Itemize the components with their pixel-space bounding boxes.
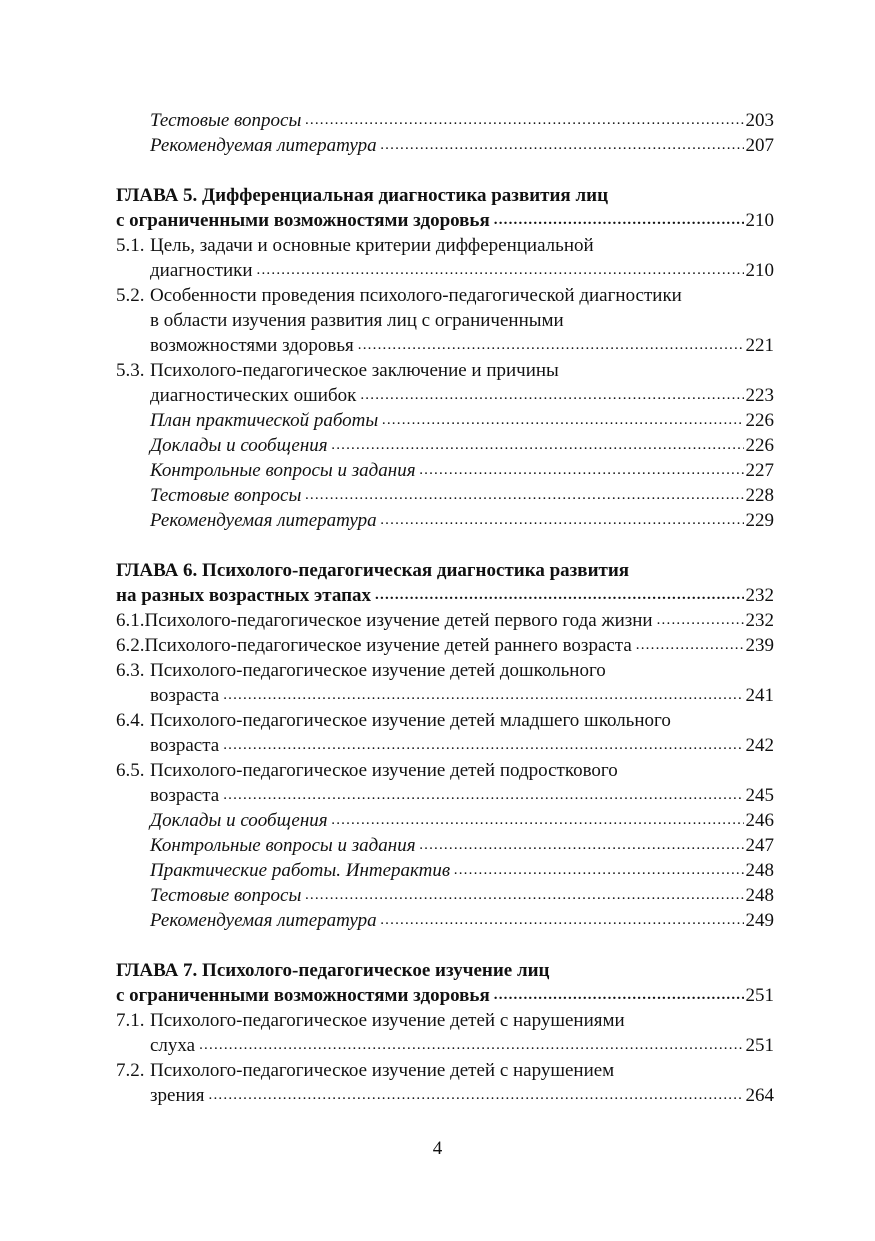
toc-entry <box>116 333 774 358</box>
toc-entry <box>116 483 774 508</box>
toc-entry <box>116 1033 774 1058</box>
toc-entry <box>116 733 774 758</box>
toc-entry-page: 226 <box>745 435 774 456</box>
toc-entry <box>116 458 774 483</box>
toc-entry-page: 249 <box>745 910 774 931</box>
toc-entry <box>116 808 774 833</box>
toc-entry-title: в области изучения развития лиц с ограниченными <box>150 310 564 331</box>
toc-entry-title: Психолого-педагогическое заключение и причины <box>150 360 559 381</box>
toc-entry-title: диагностики <box>150 260 253 281</box>
section-number: 6.1. <box>116 610 145 631</box>
toc-entry-title: Психолого-педагогическое изучение детей младшего школьного <box>150 710 671 731</box>
toc-leader-dots <box>332 808 744 833</box>
toc-entry-title: на разных возрастных этапах <box>116 585 372 606</box>
toc-leader-dots <box>381 508 744 533</box>
toc-leader-dots <box>257 258 744 283</box>
section-number: 6.5. <box>116 760 145 781</box>
section-entry <box>116 1008 774 1033</box>
toc-entry-title: с ограниченными возможностями здоровья <box>116 985 490 1006</box>
toc-entry-title: Психолого-педагогическое изучение детей первого года жизни <box>144 610 653 631</box>
toc-entry-page: 242 <box>745 735 774 756</box>
table-of-contents <box>116 108 774 1108</box>
toc-leader-dots <box>657 608 744 633</box>
toc-leader-dots <box>375 583 743 608</box>
toc-entry-page: 232 <box>745 610 774 631</box>
toc-entry-page: 245 <box>745 785 774 806</box>
section-entry <box>116 1058 774 1083</box>
toc-entry-page: 229 <box>745 510 774 531</box>
toc-entry-page: 241 <box>745 685 774 706</box>
toc-entry <box>116 833 774 858</box>
toc-entry-title: Психолого-педагогическое изучение детей подросткового <box>150 760 618 781</box>
toc-entry-page: 210 <box>745 260 774 281</box>
toc-leader-dots <box>382 408 743 433</box>
toc-entry <box>116 383 774 408</box>
toc-entry-page: 251 <box>745 1035 774 1056</box>
toc-leader-dots <box>199 1033 743 1058</box>
toc-entry-page: 232 <box>745 585 774 606</box>
toc-entry-page: 207 <box>745 135 774 156</box>
toc-entry <box>116 133 774 158</box>
toc-leader-dots <box>381 908 744 933</box>
section-entry <box>116 708 774 733</box>
toc-entry-page: 227 <box>745 460 774 481</box>
toc-leader-dots <box>223 683 743 708</box>
toc-entry-title: возможностями здоровья <box>150 335 354 356</box>
toc-entry-title: Психолого-педагогическое изучение детей дошкольного <box>150 660 606 681</box>
section-number: 6.4. <box>116 710 145 731</box>
toc-entry-title: Психолого-педагогическое изучение детей с нарушением <box>150 1060 615 1081</box>
toc-entry <box>116 883 774 908</box>
toc-entry-title: Цель, задачи и основные критерии дифференциальной <box>150 235 594 256</box>
toc-entry-title: зрения <box>150 1085 205 1106</box>
chapter-heading <box>116 983 774 1008</box>
toc-entry-title: Контрольные вопросы и задания <box>150 460 416 481</box>
section-number: 7.1. <box>116 1010 145 1031</box>
chapter-heading <box>116 958 774 983</box>
toc-entry-title: ГЛАВА 5. Дифференциальная диагностика развития лиц <box>116 185 609 206</box>
toc-entry-title: Доклады и сообщения <box>150 810 328 831</box>
toc-leader-dots <box>360 383 743 408</box>
toc-entry <box>116 508 774 533</box>
toc-leader-dots <box>381 133 744 158</box>
toc-entry <box>116 308 774 333</box>
toc-leader-dots <box>420 833 744 858</box>
toc-entry-page: 246 <box>745 810 774 831</box>
toc-leader-dots <box>305 108 743 133</box>
toc-entry-title: возраста <box>150 735 220 756</box>
toc-entry-page: 226 <box>745 410 774 431</box>
section-number: 6.2. <box>116 635 145 656</box>
toc-entry-title: Рекомендуемая литература <box>150 510 377 531</box>
section-entry <box>116 608 774 633</box>
chapter-heading <box>116 583 774 608</box>
toc-leader-dots <box>420 458 744 483</box>
toc-entry-page: 247 <box>745 835 774 856</box>
toc-entry-title: Тестовые вопросы <box>150 110 302 131</box>
toc-entry-page: 239 <box>745 635 774 656</box>
toc-entry <box>116 858 774 883</box>
toc-entry-title: Рекомендуемая литература <box>150 135 377 156</box>
section-number: 5.2. <box>116 285 145 306</box>
toc-entry-page: 228 <box>745 485 774 506</box>
section-entry <box>116 358 774 383</box>
toc-entry-title: возраста <box>150 785 220 806</box>
section-number: 5.1. <box>116 235 145 256</box>
toc-entry-page: 210 <box>745 210 774 231</box>
toc-leader-dots <box>636 633 744 658</box>
toc-leader-dots <box>494 208 744 233</box>
toc-entry-title: Тестовые вопросы <box>150 885 302 906</box>
toc-entry-page: 203 <box>745 110 774 131</box>
toc-entry-title: Практические работы. Интерактив <box>150 860 451 881</box>
toc-entry <box>116 408 774 433</box>
toc-leader-dots <box>332 433 744 458</box>
toc-entry-title: слуха <box>150 1035 196 1056</box>
toc-entry-title: Психолого-педагогическое изучение детей с нарушениями <box>150 1010 625 1031</box>
toc-entry <box>116 1083 774 1108</box>
toc-entry-page: 248 <box>745 885 774 906</box>
toc-leader-dots <box>209 1083 744 1108</box>
chapter-heading <box>116 183 774 208</box>
toc-entry-title: План практической работы <box>150 410 379 431</box>
toc-entry-page: 264 <box>745 1085 774 1106</box>
toc-leader-dots <box>305 483 743 508</box>
toc-entry-page: 251 <box>745 985 774 1006</box>
page-number: 4 <box>432 1138 443 1159</box>
toc-leader-dots <box>223 733 743 758</box>
toc-entry <box>116 108 774 133</box>
toc-entry-title: Психолого-педагогическое изучение детей раннего возраста <box>144 635 632 656</box>
toc-entry-title: диагностических ошибок <box>150 385 357 406</box>
toc-entry-title: Контрольные вопросы и задания <box>150 835 416 856</box>
section-entry <box>116 758 774 783</box>
toc-entry-title: Доклады и сообщения <box>150 435 328 456</box>
toc-entry-title: с ограниченными возможностями здоровья <box>116 210 490 231</box>
toc-entry-title: Рекомендуемая литература <box>150 910 377 931</box>
toc-leader-dots <box>358 333 744 358</box>
section-entry <box>116 283 774 308</box>
toc-leader-dots <box>494 983 744 1008</box>
toc-leader-dots <box>454 858 743 883</box>
section-number: 7.2. <box>116 1060 145 1081</box>
toc-entry-page: 248 <box>745 860 774 881</box>
toc-entry-page: 221 <box>745 335 774 356</box>
section-number: 6.3. <box>116 660 145 681</box>
toc-leader-dots <box>305 883 743 908</box>
toc-entry-title: Тестовые вопросы <box>150 485 302 506</box>
toc-entry-page: 223 <box>745 385 774 406</box>
section-entry <box>116 658 774 683</box>
section-entry <box>116 633 774 658</box>
toc-entry-title: возраста <box>150 685 220 706</box>
toc-entry <box>116 908 774 933</box>
toc-leader-dots <box>223 783 743 808</box>
toc-entry <box>116 683 774 708</box>
toc-entry <box>116 433 774 458</box>
chapter-heading <box>116 558 774 583</box>
section-number: 5.3. <box>116 360 145 381</box>
chapter-heading <box>116 208 774 233</box>
toc-entry-title: ГЛАВА 7. Психолого-педагогическое изучение лиц <box>116 960 550 981</box>
section-entry <box>116 233 774 258</box>
toc-entry <box>116 258 774 283</box>
toc-entry <box>116 783 774 808</box>
toc-entry-title: Особенности проведения психолого-педагогической диагностики <box>150 285 682 306</box>
toc-entry-title: ГЛАВА 6. Психолого-педагогическая диагностика развития <box>116 560 630 581</box>
